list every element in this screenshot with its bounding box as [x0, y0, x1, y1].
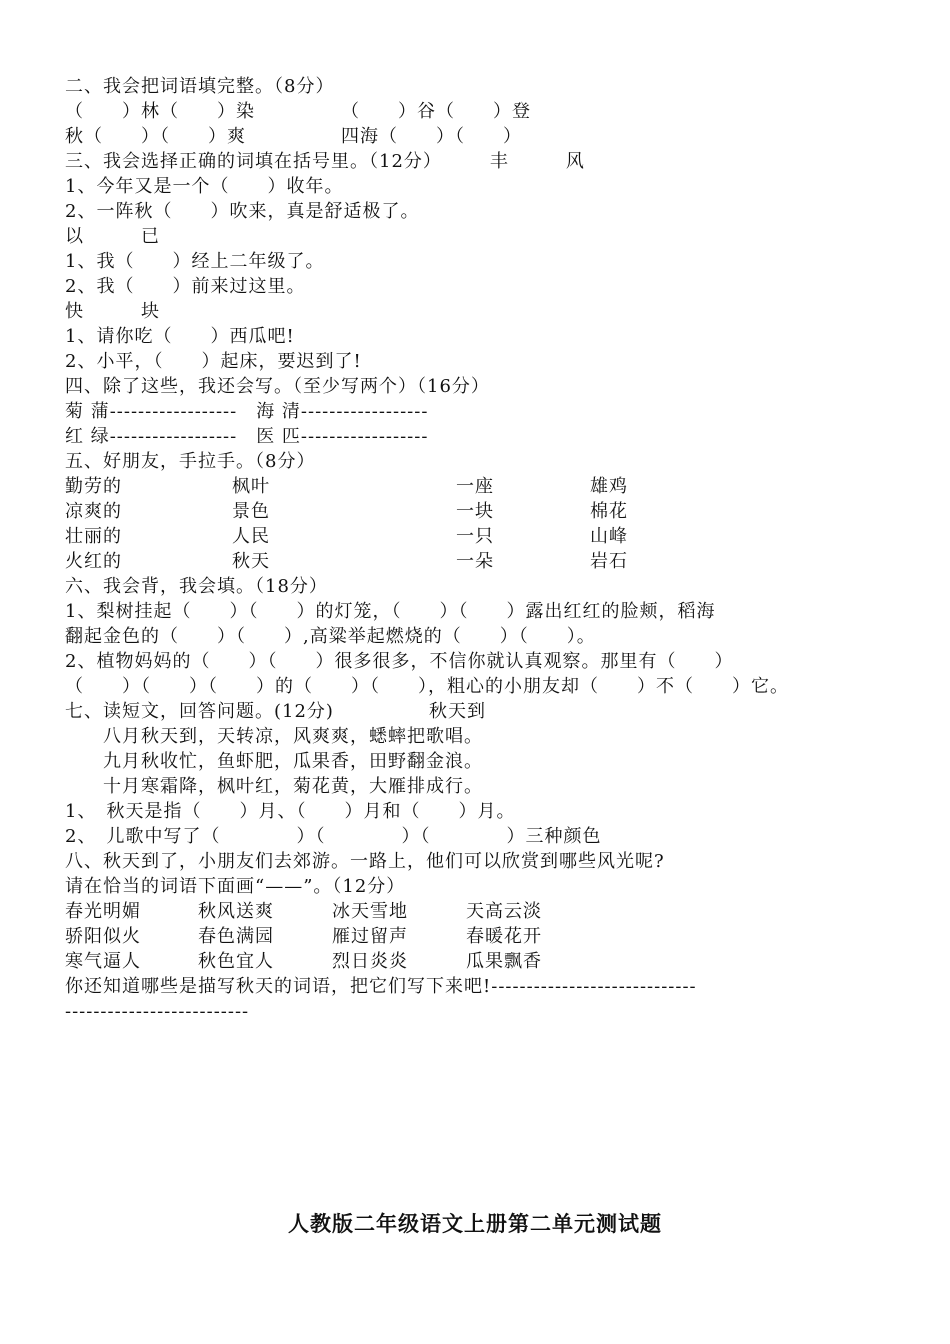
- idiom: 雁过留声: [332, 926, 408, 947]
- section-3-heading: 三、我会选择正确的词填在括号里。（12分） 丰 风: [65, 151, 585, 172]
- question-line: 1、 秋天是指（ ）月、（ ）月和（ ）月。: [65, 801, 516, 822]
- match-noun: 枫叶: [232, 476, 270, 497]
- match-measure: 一朵: [456, 551, 494, 572]
- match-object: 雄鸡: [590, 476, 628, 497]
- write-line: 菊 蒲------------------ 海 清------------------: [65, 401, 429, 422]
- write-line: --------------------------: [65, 1001, 250, 1022]
- recite-line: 翻起金色的（ ）（ ）,高粱举起燃烧的（ ）（ ）。: [65, 626, 596, 647]
- idiom: 春暖花开: [466, 926, 542, 947]
- question-line: 1、请你吃（ ）西瓜吧!: [65, 326, 295, 347]
- question-line: 1、我（ ）经上二年级了。: [65, 251, 325, 272]
- idiom: 天高云淡: [466, 901, 542, 922]
- question-line: 2、小平，（ ）起床，要迟到了!: [65, 351, 362, 372]
- instruction-line: 请在恰当的词语下面画“——”。（12分）: [65, 876, 406, 897]
- match-noun: 秋天: [232, 551, 270, 572]
- poem-line: 十月寒霜降，枫叶红，菊花黄，大雁排成行。: [65, 776, 483, 797]
- fill-line: 秋（ ）（ ）爽 四海（ ）（ ）: [65, 126, 522, 147]
- match-adjective: 壮丽的: [65, 526, 122, 547]
- section-7-heading: 七、读短文，回答问题。(12分) 秋天到: [65, 701, 486, 722]
- match-adjective: 凉爽的: [65, 501, 122, 522]
- idiom: 烈日炎炎: [332, 951, 408, 972]
- word-choice-pair: 快 块: [65, 301, 160, 322]
- idiom: 春色满园: [198, 926, 274, 947]
- idiom: 骄阳似火: [65, 926, 141, 947]
- match-object: 岩石: [590, 551, 628, 572]
- match-measure: 一座: [456, 476, 494, 497]
- section-6-heading: 六、我会背，我会填。（18分）: [65, 576, 328, 597]
- recite-line: 2、植物妈妈的（ ）（ ）很多很多，不信你就认真观察。那里有（ ）: [65, 651, 734, 672]
- question-line: 2、 儿歌中写了（ ）（ ）（ ）三种颜色: [65, 826, 602, 847]
- idiom: 寒气逼人: [65, 951, 141, 972]
- match-noun: 景色: [232, 501, 270, 522]
- recite-line: 1、梨树挂起（ ）（ ）的灯笼，（ ）（ ）露出红红的脸颊，稻海: [65, 601, 716, 622]
- match-object: 山峰: [590, 526, 628, 547]
- section-5-heading: 五、好朋友，手拉手。（8分）: [65, 451, 316, 472]
- match-adjective: 火红的: [65, 551, 122, 572]
- section-2-heading: 二、我会把词语填完整。（8分）: [65, 76, 335, 97]
- idiom: 秋风送爽: [198, 901, 274, 922]
- page-title: 人教版二年级语文上册第二单元测试题: [288, 1212, 662, 1236]
- idiom: 冰天雪地: [332, 901, 408, 922]
- match-measure: 一只: [456, 526, 494, 547]
- question-line: 1、今年又是一个（ ）收年。: [65, 176, 344, 197]
- fill-line: （ ）林（ ）染 （ ）谷（ ）登: [65, 101, 531, 122]
- poem-line: 九月秋收忙，鱼虾肥，瓜果香，田野翻金浪。: [65, 751, 483, 772]
- match-noun: 人民: [232, 526, 270, 547]
- word-choice-pair: 以 已: [65, 226, 160, 247]
- question-line: 2、我（ ）前来过这里。: [65, 276, 306, 297]
- question-line: 2、一阵秋（ ）吹来，真是舒适极了。: [65, 201, 420, 222]
- write-line: 红 绿------------------ 医 匹------------------: [65, 426, 429, 447]
- write-prompt-line: 你还知道哪些是描写秋天的词语，把它们写下来吧!-----------------------------: [65, 976, 697, 997]
- idiom: 春光明媚: [65, 901, 141, 922]
- recite-line: （ ）（ ）（ ）的（ ）（ ），粗心的小朋友却（ ）不（ ）它。: [65, 676, 789, 697]
- idiom: 瓜果飘香: [466, 951, 542, 972]
- section-4-heading: 四、除了这些，我还会写。（至少写两个）（16分）: [65, 376, 490, 397]
- match-adjective: 勤劳的: [65, 476, 122, 497]
- match-object: 棉花: [590, 501, 628, 522]
- idiom: 秋色宜人: [198, 951, 274, 972]
- poem-line: 八月秋天到，天转凉，风爽爽，蟋蟀把歌唱。: [65, 726, 483, 747]
- match-measure: 一块: [456, 501, 494, 522]
- section-8-heading: 八、秋天到了，小朋友们去郊游。一路上，他们可以欣赏到哪些风光呢?: [65, 851, 665, 872]
